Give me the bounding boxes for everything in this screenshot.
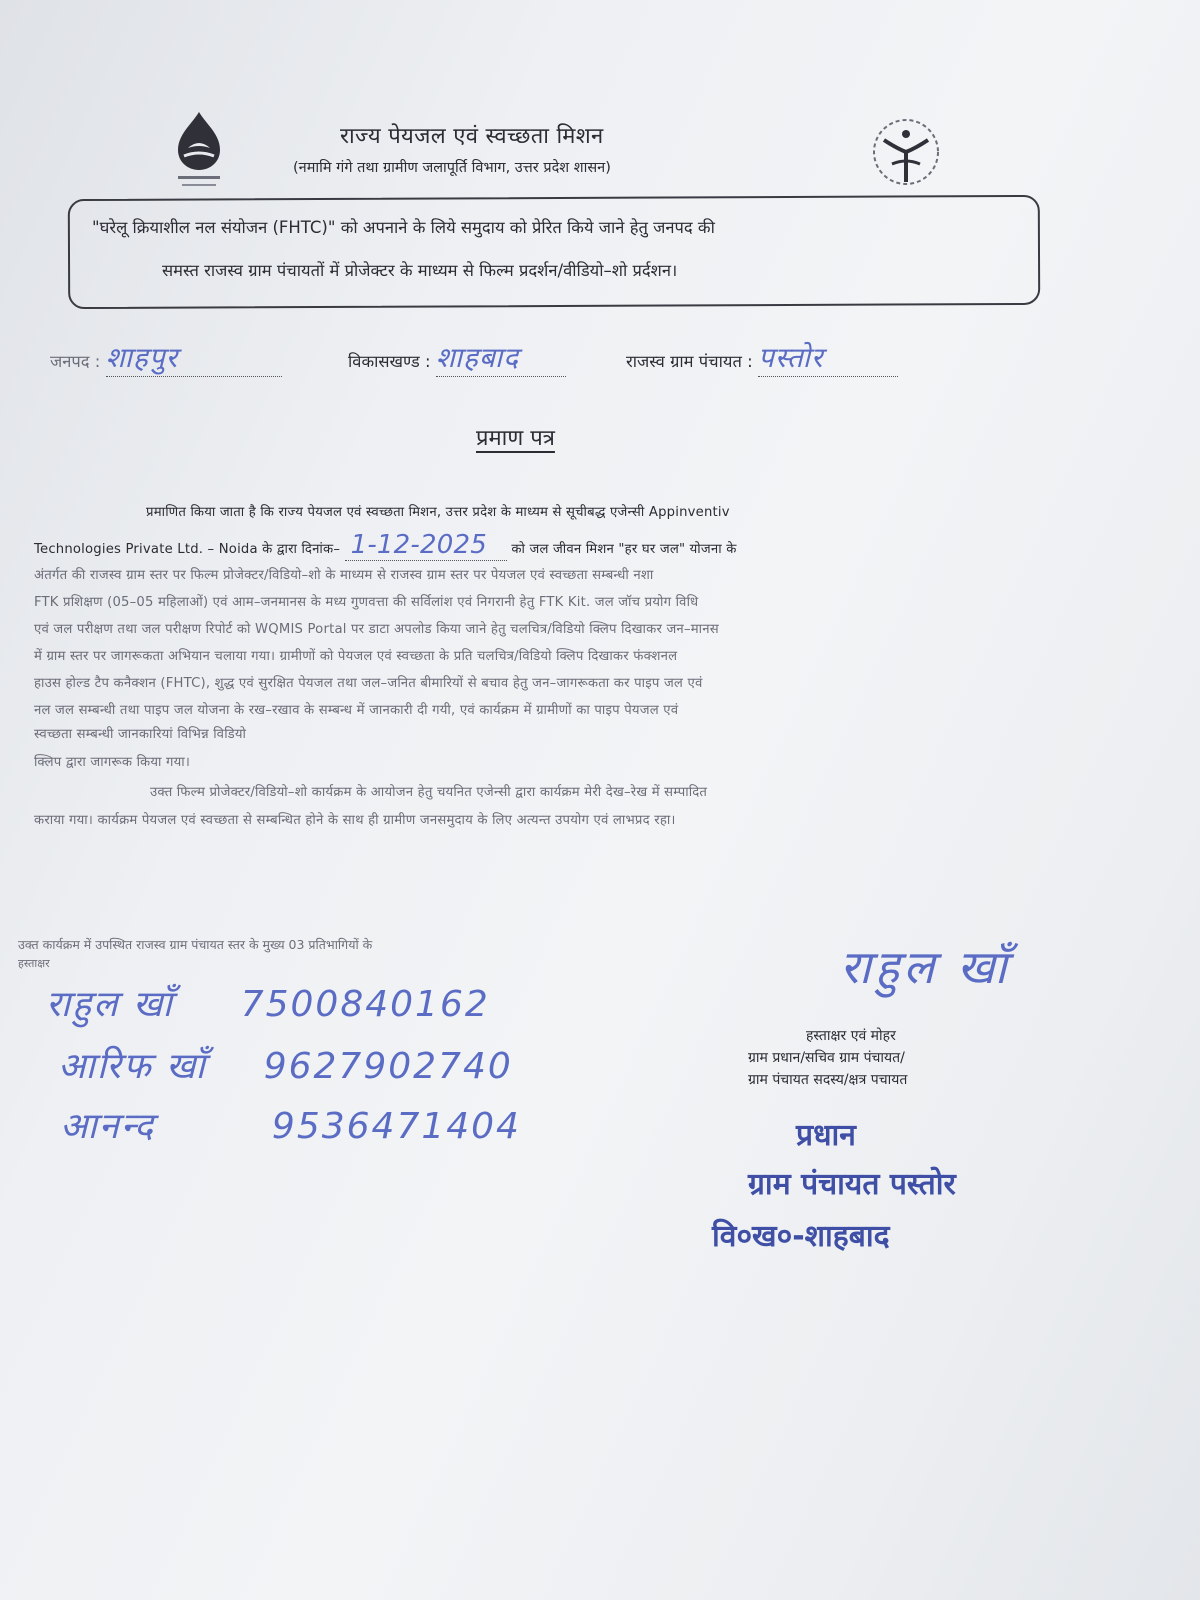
stamp-line-1: प्रधान (796, 1118, 856, 1153)
body-line-11: उक्त फिल्म प्रोजेक्टर/विडियो–शो कार्यक्रम के आयोजन हेतु चयनित एजेन्सी द्वारा कार्यक्रम मेरी देख–रेख में सम्पादित (150, 785, 708, 800)
block-field (348, 338, 566, 377)
panchayat-label: राजस्व ग्राम पंचायत : (626, 352, 753, 371)
body-line-1: प्रमाणित किया जाता है कि राज्य पेयजल एवं स्वच्छता मिशन, उत्तर प्रदेश के माध्यम से सूचीबद्ध एजेन्सी Appinventiv (146, 505, 730, 520)
district-label: जनपद : (50, 352, 101, 371)
block-value: शाहबाद (436, 338, 566, 377)
org-title: राज्य पेयजल एवं स्वच्छता मिशन (340, 124, 604, 149)
attendees-caption: उक्त कार्यक्रम में उपस्थित राजस्व ग्राम पंचायत स्तर के मुख्य 03 प्रतिभागियों के (18, 937, 373, 952)
mission-logo-icon (164, 108, 234, 192)
handwritten-signature: राहुल खाँ (840, 940, 1011, 994)
attendee-name: आनन्द (60, 1106, 156, 1147)
body-line-9: स्वच्छता सम्बन्धी जानकारियां विभिन्न विडियो (34, 727, 247, 742)
body-line-2 (34, 530, 737, 560)
body-line-5: एवं जल परीक्षण तथा जल परीक्षण रिपोर्ट को WQMIS Portal पर डाटा अपलोड किया जाने हेतु चलचित्र/विडियो क्लिप दिखाकर जन–मानस (34, 622, 719, 637)
attendee-row (60, 1100, 521, 1149)
panchayat-value: पस्तोर (758, 338, 898, 377)
district-value: शाहपुर (106, 338, 282, 377)
subject-line-1: "घरेलू क्रियाशील नल संयोजन (FHTC)" को अपनाने के लिये समुदाय को प्रेरित किये जाने हेतु जनपद की (92, 218, 715, 237)
attendee-row (46, 978, 490, 1027)
subject-box (68, 195, 1040, 309)
signatory-designation: ग्राम प्रधान/सचिव ग्राम पंचायत/ (748, 1050, 905, 1066)
attendee-phone: 9627902740 (263, 1046, 513, 1087)
signature-caption: हस्ताक्षर एवं मोहर (806, 1028, 896, 1044)
attendee-name: आरिफ खाँ (58, 1046, 207, 1087)
document-title: प्रमाण पत्र (476, 426, 555, 451)
state-emblem-icon (856, 112, 966, 192)
attendees-caption-2: हस्ताक्षर (18, 957, 50, 970)
body-line-2-end: को जल जीवन मिशन "हर घर जल" योजना के (511, 542, 737, 557)
subject-line-2: समस्त राजस्व ग्राम पंचायतों में प्रोजेक्टर के माध्यम से फिल्म प्रदर्शन/वीडियो–शो प्रर्दशन। (162, 261, 678, 280)
district-field (50, 338, 282, 377)
body-line-10: क्लिप द्वारा जागरूक किया गया। (34, 755, 191, 770)
attendee-phone: 7500840162 (240, 984, 490, 1025)
event-date: 1-12-2025 (345, 530, 507, 561)
org-subtitle: (नमामि गंगे तथा ग्रामीण जलापूर्ति विभाग, उत्तर प्रदेश शासन) (293, 160, 611, 176)
stamp-line-2: ग्राम पंचायत पस्तोर (748, 1167, 956, 1202)
attendee-phone: 9536471404 (271, 1106, 521, 1147)
panchayat-field (626, 338, 898, 377)
attendee-name: राहुल खाँ (46, 984, 174, 1025)
body-line-7: हाउस होल्ड टैप कनैक्शन (FHTC), शुद्ध एवं सुरक्षित पेयजल तथा जल–जनित बीमारियों से बचाव हेतु जन–जागरूकता कर पाइप जल एवं (34, 676, 703, 691)
stamp-line-3: वि०ख०-शाहबाद (712, 1219, 890, 1254)
body-line-12: कराया गया। कार्यक्रम पेयजल एवं स्वच्छता से सम्बन्धित होने के साथ ही ग्रामीण जनसमुदाय के लिए अत्यन्त उपयोग एवं लाभप्रद रहा। (34, 813, 676, 828)
block-label: विकासखण्ड : (348, 352, 431, 371)
attendee-row (58, 1040, 513, 1089)
body-line-2-start: Technologies Private Ltd. – Noida के द्वारा दिनांक– (34, 542, 341, 557)
body-line-3: अंतर्गत की राजस्व ग्राम स्तर पर फिल्म प्रोजेक्टर/विडियो–शो के माध्यम से राजस्व ग्राम स्तर पर पेयजल एवं स्वच्छता सम्बन्धी नशा (34, 568, 654, 583)
body-line-4: FTK प्रशिक्षण (05–05 महिलाओं) एवं आम–जनमानस के मध्य गुणवत्ता की सर्विलांश एवं निगरानी हेतु FTK Kit. जल जॉच प्रयोग विधि (34, 595, 699, 610)
signatory-designation-2: ग्राम पंचायत सदस्य/क्षत्र पचायत (748, 1072, 908, 1088)
body-line-8: नल जल सम्बन्धी तथा पाइप जल योजना के रख–रखाव के सम्बन्ध में जानकारी दी गयी, एवं कार्यक्रम में ग्रामीणों का पाइप पेयजल एवं (34, 703, 679, 718)
body-line-6: में ग्राम स्तर पर जागरूकता अभियान चलाया गया। ग्रामीणों को पेयजल एवं स्वच्छता के प्रति चलचित्र/विडियो क्लिप दिखाकर फंक्शनल (34, 649, 678, 664)
